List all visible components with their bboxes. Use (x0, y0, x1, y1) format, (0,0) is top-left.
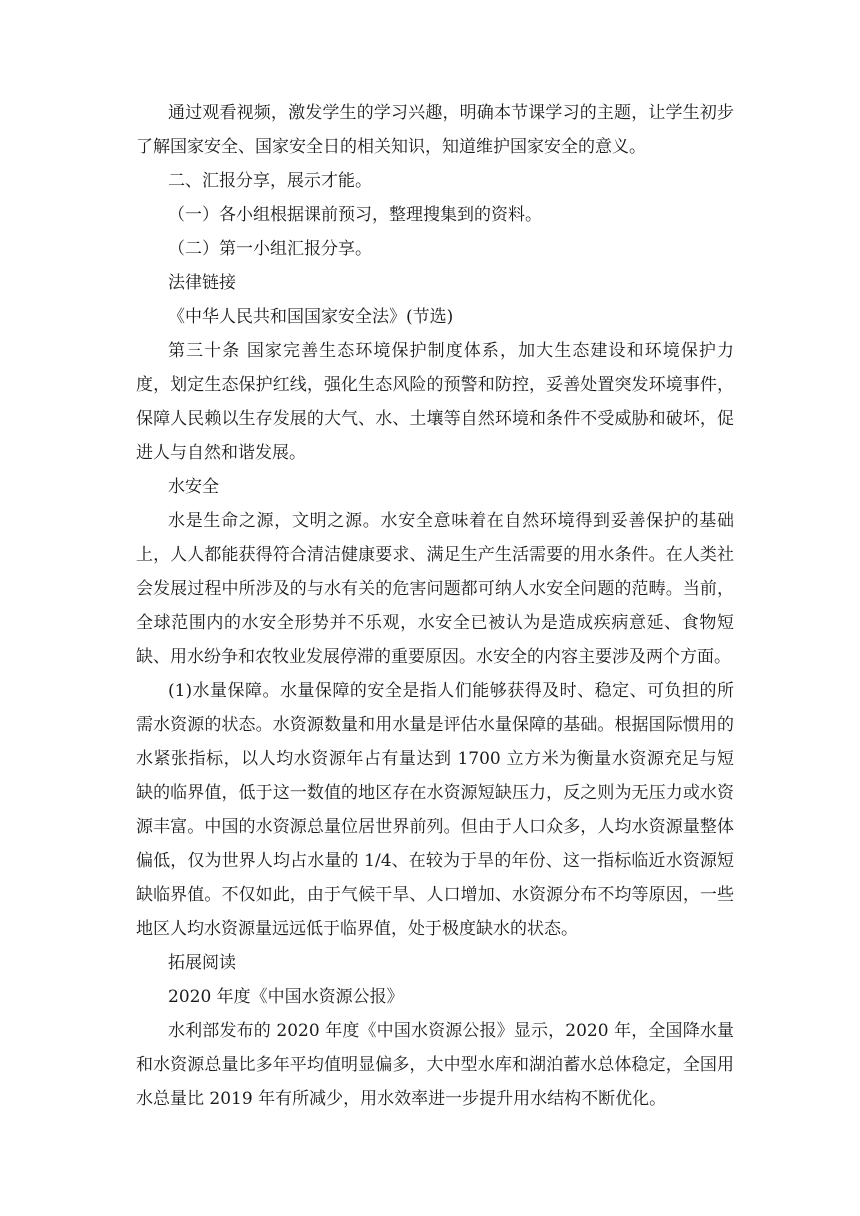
section-heading-report-share: 二、汇报分享，展示才能。 (168, 171, 372, 191)
paragraph-water-security: 水是生命之源，文明之源。水安全意味着在自然环境得到妥善保护的基础上，人人都能获得符合清洁健康要求、满足生产生活需要的用水条件。在人类社会发展过程中所涉及的与水有关的危害问题都可纳人水安全问题的范畴。当前，全球范围内的水安全形势并不乐观，水安全已被认为是造成疾病意延、食物短缺、用水纷争和农牧业发展停滞的重要原因。水安全的内容主要涉及两个方面。 (136, 511, 734, 667)
paragraph-bulletin: 水利部发布的 2020 年度《中国水资源公报》显示，2020 年，全国降水量和水资源总量比多年平均值明显偏多，大中型水库和湖泊蓄水总体稳定，全国用水总量比 2019 年有所减少，用水效率进一步提升用水结构不断优化。 (136, 1021, 734, 1109)
paragraph-intro: 通过观看视频，激发学生的学习兴趣，明确本节课学习的主题，让学生初步了解国家安全、国家安全日的相关知识，知道维护国家安全的意义。 (136, 103, 734, 157)
document-page (136, 96, 734, 1116)
list-item-first-group-report: （二）第一小组汇报分享。 (168, 239, 372, 259)
paragraph-water-quantity: (1)水量保障。水量保障的安全是指人们能够获得及时、稳定、可负担的所需水资源的状态。水资源数量和用水量是评估水量保障的基础。根据国际惯用的水紧张指标，以人均水资源年占有量达到 1700 立方米为衡量水资源充足与短缺的临界值，低于这一数值的地区存在水资源短缺压力，反之则为无压力或水资源丰富。中国的水资源总量位居世界前列。但由于人口众多，人均水资源量整体偏低，仅为世界人均占水量的 1/4、在较为于旱的年份、这一指标临近水资源短缺临界值。不仅如此，由于气候干旱、人口增加、水资源分布不均等原因，一些地区人均水资源量远远低于临界值，处于极度缺水的状态。 (136, 681, 734, 939)
subheading-extended-reading: 拓展阅读 (168, 953, 236, 973)
subheading-law-link: 法律链接 (168, 273, 236, 293)
paragraph-article-30: 第三十条 国家完善生态环境保护制度体系，加大生态建设和环境保护力度，划定生态保护红线，强化生态风险的预警和防控，妥善处置突发环境事件，保障人民赖以生存发展的大气、水、土壤等自然环境和条件不受威胁和破坏，促进人与自然和谐发展。 (136, 341, 734, 463)
list-item-groups-organize: （一）各小组根据课前预习，整理搜集到的资料。 (168, 205, 542, 225)
subheading-water-security: 水安全 (168, 477, 219, 497)
law-title: 《中华人民共和国国家安全法》(节选) (168, 307, 454, 327)
bulletin-title: 2020 年度《中国水资源公报》 (168, 987, 404, 1007)
